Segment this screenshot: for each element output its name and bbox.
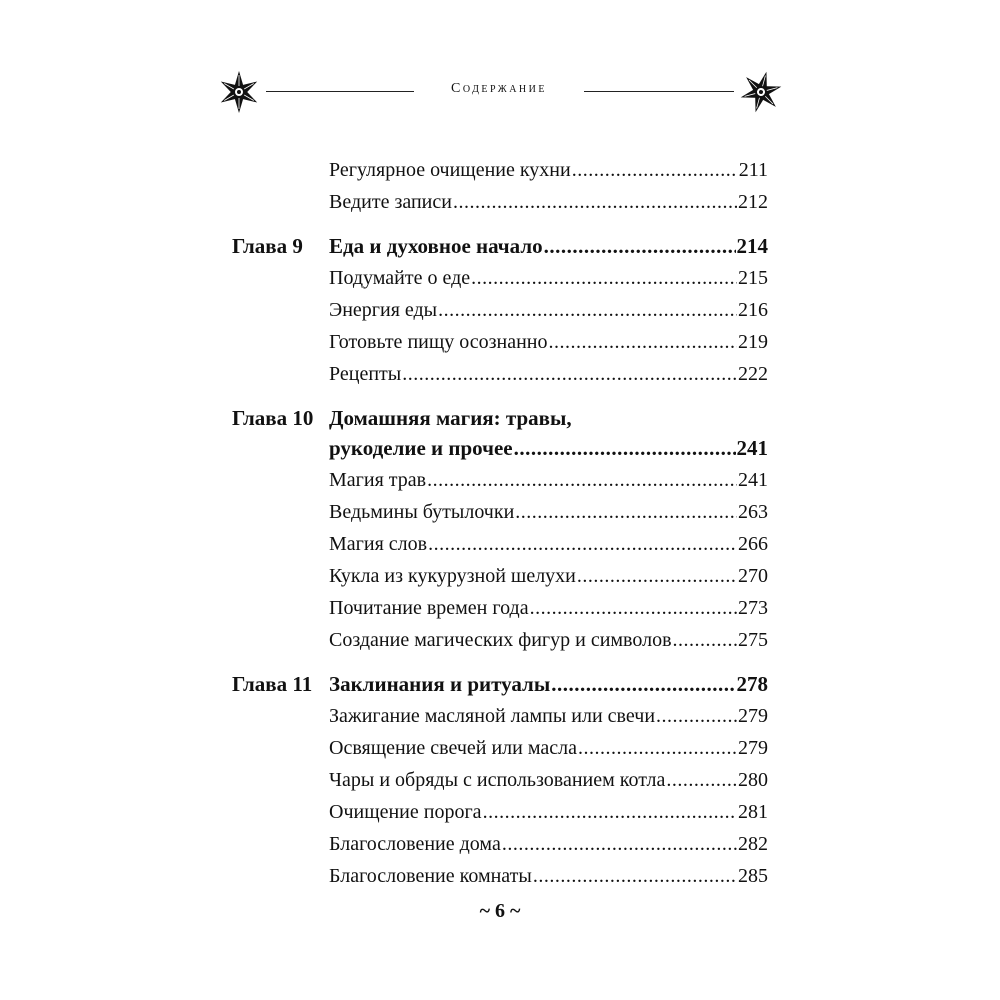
dot-leader bbox=[438, 294, 737, 326]
dot-leader bbox=[515, 496, 737, 528]
dot-leader bbox=[549, 326, 737, 358]
dot-leader bbox=[483, 796, 737, 828]
dot-leader bbox=[551, 668, 735, 700]
chapter-label: Глава 9 bbox=[232, 234, 303, 258]
toc-chapter[interactable] bbox=[232, 402, 768, 432]
dot-leader bbox=[530, 592, 737, 624]
dot-leader bbox=[656, 700, 737, 732]
star-anise-icon bbox=[216, 70, 262, 114]
header-rule-right bbox=[584, 91, 734, 92]
toc-entry-page: 275 bbox=[738, 629, 768, 651]
dot-leader bbox=[577, 560, 737, 592]
toc-entry-page: 216 bbox=[738, 299, 768, 321]
toc-entry-page: 279 bbox=[738, 705, 768, 727]
page-number: ~ 6 ~ bbox=[479, 900, 521, 922]
toc-entry-page: 285 bbox=[738, 865, 768, 887]
toc-entry-title: Подумайте о еде bbox=[329, 267, 471, 289]
chapter-title-line-2: рукоделие и прочее bbox=[329, 436, 513, 460]
toc-chapter-continued[interactable] bbox=[232, 432, 768, 464]
chapter-title: Еда и духовное начало bbox=[329, 234, 543, 258]
toc-entry-page: 280 bbox=[738, 769, 768, 791]
dot-leader bbox=[502, 828, 737, 860]
toc-entry-title: Благословение дома bbox=[329, 833, 501, 855]
dot-leader bbox=[572, 154, 738, 186]
chapter-title: Заклинания и ритуалы bbox=[329, 672, 551, 696]
dot-leader bbox=[427, 464, 737, 496]
toc-entry-title: Создание магических фигур и символов bbox=[329, 629, 672, 651]
toc-entry-page: 281 bbox=[738, 801, 768, 823]
toc-entry-title: Магия трав bbox=[329, 469, 427, 491]
toc-entry-page: 241 bbox=[738, 469, 768, 491]
dot-leader bbox=[428, 528, 737, 560]
toc-entry[interactable] bbox=[232, 154, 768, 186]
toc-entry-title: Благословение комнаты bbox=[329, 865, 532, 887]
toc-entry[interactable] bbox=[232, 528, 768, 560]
toc-entry-title: Освящение свечей или масла bbox=[329, 737, 577, 759]
toc-entry-title: Готовьте пищу осознанно bbox=[329, 331, 548, 353]
toc-chapter[interactable] bbox=[232, 668, 768, 700]
dot-leader bbox=[673, 624, 737, 656]
toc-entry-page: 222 bbox=[738, 363, 768, 385]
chapter-title-line-1: Домашняя магия: травы, bbox=[329, 406, 572, 430]
dot-leader bbox=[402, 358, 737, 390]
chapter-page: 278 bbox=[736, 672, 768, 696]
toc-entry-title: Зажигание масляной лампы или свечи bbox=[329, 705, 656, 727]
toc-entry[interactable] bbox=[232, 262, 768, 294]
table-of-contents bbox=[232, 154, 768, 892]
toc-entry[interactable] bbox=[232, 860, 768, 892]
dot-leader bbox=[533, 860, 737, 892]
toc-entry[interactable] bbox=[232, 732, 768, 764]
dot-leader bbox=[578, 732, 737, 764]
page-title: Содержание bbox=[451, 81, 547, 96]
dot-leader bbox=[544, 230, 736, 262]
toc-entry[interactable] bbox=[232, 624, 768, 656]
toc-entry[interactable] bbox=[232, 796, 768, 828]
toc-entry-page: 215 bbox=[738, 267, 768, 289]
toc-entry[interactable] bbox=[232, 496, 768, 528]
toc-chapter[interactable] bbox=[232, 230, 768, 262]
toc-entry[interactable] bbox=[232, 326, 768, 358]
dot-leader bbox=[666, 764, 737, 796]
toc-entry-page: 279 bbox=[738, 737, 768, 759]
toc-entry-title: Очищение порога bbox=[329, 801, 482, 823]
toc-entry-title: Ведите записи bbox=[329, 191, 452, 213]
dot-leader bbox=[453, 186, 737, 218]
toc-entry-title: Рецепты bbox=[329, 363, 402, 385]
header-rule-left bbox=[266, 91, 414, 92]
toc-entry[interactable] bbox=[232, 700, 768, 732]
chapter-label: Глава 10 bbox=[232, 406, 314, 430]
toc-entry[interactable] bbox=[232, 294, 768, 326]
dot-leader bbox=[514, 432, 736, 464]
toc-entry[interactable] bbox=[232, 186, 768, 218]
toc-entry-page: 273 bbox=[738, 597, 768, 619]
toc-entry-title: Ведьмины бутылочки bbox=[329, 501, 515, 523]
toc-entry-page: 263 bbox=[738, 501, 768, 523]
toc-entry-page: 219 bbox=[738, 331, 768, 353]
toc-entry-page: 212 bbox=[738, 191, 768, 213]
toc-entry[interactable] bbox=[232, 592, 768, 624]
chapter-page: 241 bbox=[736, 436, 768, 460]
toc-entry[interactable] bbox=[232, 358, 768, 390]
toc-entry-title: Регулярное очищение кухни bbox=[329, 159, 571, 181]
toc-entry[interactable] bbox=[232, 764, 768, 796]
toc-entry-title: Чары и обряды с использованием котла bbox=[329, 769, 666, 791]
toc-entry-page: 282 bbox=[738, 833, 768, 855]
chapter-label: Глава 11 bbox=[232, 672, 313, 696]
toc-entry-page: 211 bbox=[738, 159, 768, 181]
toc-entry[interactable] bbox=[232, 464, 768, 496]
toc-entry[interactable] bbox=[232, 828, 768, 860]
toc-entry-page: 270 bbox=[738, 565, 768, 587]
star-anise-icon bbox=[738, 70, 784, 114]
running-header bbox=[0, 70, 1000, 114]
toc-entry-title: Почитание времен года bbox=[329, 597, 529, 619]
toc-entry-title: Энергия еды bbox=[329, 299, 438, 321]
dot-leader bbox=[471, 262, 737, 294]
toc-entry[interactable] bbox=[232, 560, 768, 592]
toc-entry-title: Кукла из кукурузной шелухи bbox=[329, 565, 576, 587]
chapter-page: 214 bbox=[736, 234, 768, 258]
toc-entry-page: 266 bbox=[738, 533, 768, 555]
toc-entry-title: Магия слов bbox=[329, 533, 428, 555]
